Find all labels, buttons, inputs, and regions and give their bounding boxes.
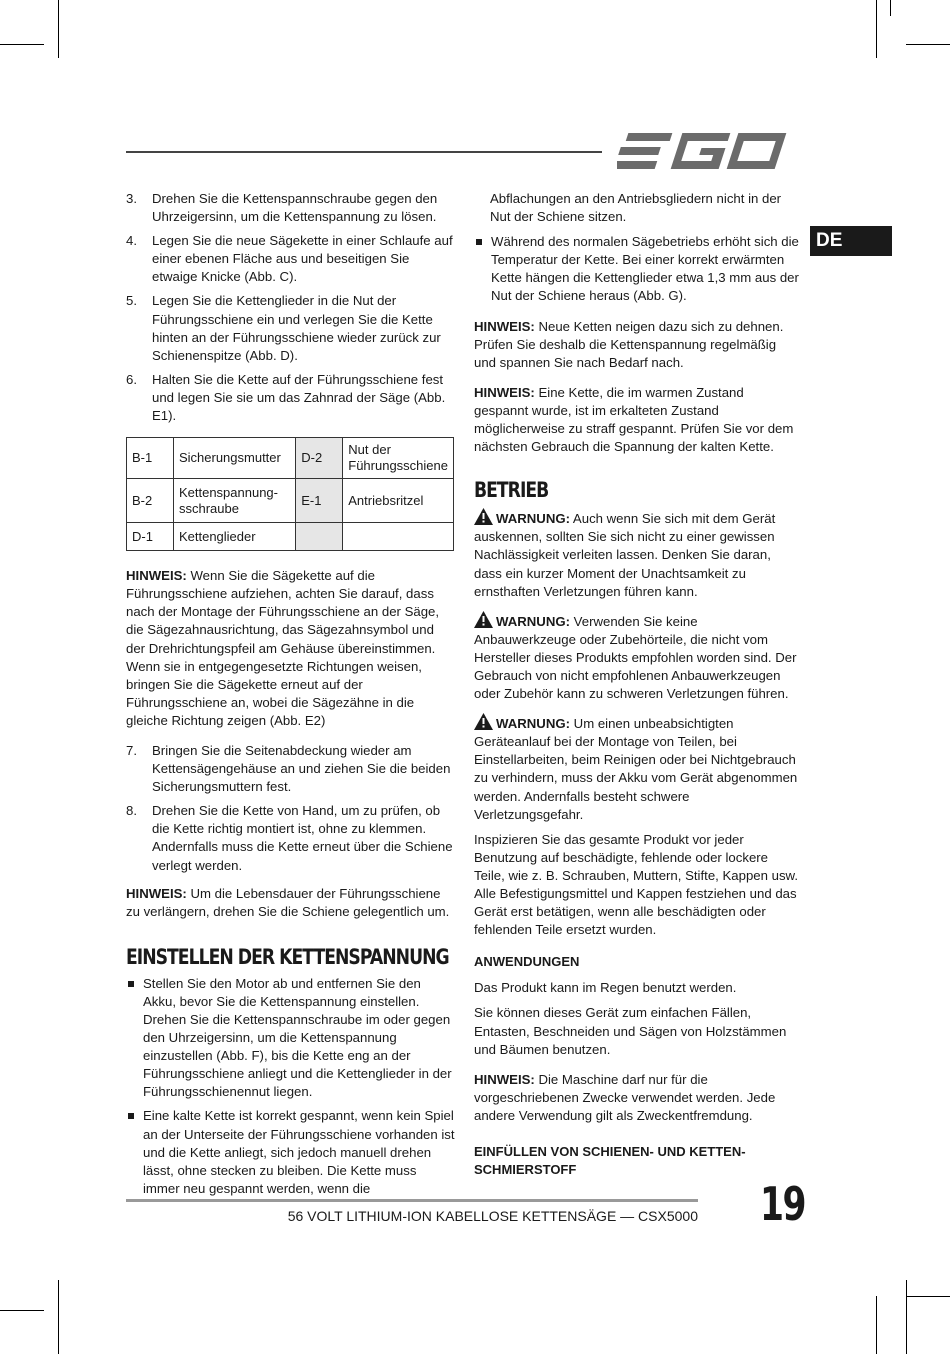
- subsection-title: EINFÜLLEN VON SCHIENEN- UND KETTEN-SCHMIERSTOFF: [474, 1144, 746, 1178]
- note-paragraph: HINWEIS: Um die Lebensdauer der Führungsschiene zu verlängern, drehen Sie die Schiene gelegentlich um.: [126, 885, 450, 919]
- crop-mark: [58, 0, 59, 58]
- ego-logo: [617, 131, 799, 171]
- warning-paragraph: WARNUNG: Auch wenn Sie sich mit dem Gerät auskennen, sollten Sie sich nicht zu einer gewissen Nachlässigkeit verleiten lassen. Denken Sie daran, dass ein kurzer Moment der Unachtsamkeit zu ernsthaften Verletzungen führen kann.: [474, 508, 800, 600]
- crop-mark: [58, 1280, 59, 1354]
- note-paragraph: HINWEIS: Wenn Sie die Sägekette auf die Führungsschiene aufziehen, achten Sie darauf, dass nach der Montage der Führungsschiene an der Säge, die Sägezahnausrichtung, das Sägezahnsymbol und der Drehrichtungspfeil am Gehäuse übereinstimmen. Wenn sie in entgegengesetzte Richtungen weisen, bringen Sie die Sägekette erneut auf der Führungsschiene an, wobei die Sägezähne in die gleiche Richtung zeigen (Abb. E2): [126, 568, 440, 728]
- step-item: 7. Bringen Sie die Seitenabdeckung wieder am Kettensägengehäuse an und ziehen Sie die beiden Sicherungsmuttern fest.: [126, 742, 451, 795]
- bullet-square-icon: [476, 239, 482, 245]
- crop-mark: [890, 0, 891, 16]
- bullet-item: Eine kalte Kette ist korrekt gespannt, wenn kein Spiel an der Unterseite der Führungsschiene vorhanden ist und die Kette anliegt, sich jedoch manuell drehen lässt, ohne stecken zu bleiben. Die Kette muss immer neu gespannt werden, wenn die: [126, 1107, 456, 1197]
- step-item: 8. Drehen Sie die Kette von Hand, um zu prüfen, ob die Kette richtig montiert ist, ohne zu klemmen. Andernfalls muss die Kette erneut über die Schiene verlegt werden.: [126, 803, 453, 873]
- bullet-square-icon: [128, 1113, 134, 1119]
- section-title: EINSTELLEN DER KETTENSPANNUNG: [126, 944, 449, 969]
- crop-mark: [876, 0, 877, 58]
- inspect-paragraph: Inspizieren Sie das gesamte Produkt vor jeder Benutzung auf beschädigte, fehlende oder lockere Teile, wie z. B. Schrauben, Muttern, Stifte, Kappen usw. Alle Befestigungsmittel und Kappen festziehen und das Gerät erst betätigen, wenn alle beschädigten oder fehlenden Teile ersetzt wurden.: [474, 831, 798, 938]
- footer-rule: [126, 1199, 698, 1202]
- footer-title: 56 VOLT LITHIUM-ION KABELLOSE KETTENSÄGE — CSX5000: [287, 1208, 698, 1224]
- step-item: 3. Drehen Sie die Kettenspannschraube gegen den Uhrzeigersinn, um die Kettenspannung zu lösen.: [126, 191, 438, 225]
- warning-triangle-icon: [474, 611, 493, 628]
- warning-triangle-icon: [474, 713, 493, 730]
- note-paragraph: HINWEIS: Neue Ketten neigen dazu sich zu dehnen. Prüfen Sie deshalb die Kettenspannung regelmäßig und spannen Sie nach Bedarf nach.: [474, 318, 784, 370]
- crop-mark: [906, 1280, 907, 1354]
- table-row: B-1 Sicherungsmutter D-2 Nut der Führungsschiene: [127, 438, 454, 479]
- page-number: 19: [760, 1177, 806, 1231]
- crop-mark: [0, 1310, 44, 1311]
- right-column: [474, 190, 800, 1187]
- parts-table: [126, 437, 454, 551]
- continued-text: Abflachungen an den Antriebsgliedern nicht in der Nut der Schiene sitzen.: [490, 191, 782, 225]
- bullet-item: Stellen Sie den Motor ab und entfernen Sie den Akku, bevor Sie die Kettenspannung einstellen. Drehen Sie die Kettenspannschraube im oder gegen den Uhrzeigersinn, um die Kettenspannung einzustellen (Abb. F), bis die Kette eng an der Führungsschiene anliegt und die Kettenglieder in der Führungsschienennut liegen.: [126, 975, 456, 1102]
- crop-mark: [906, 1296, 950, 1297]
- crop-mark: [876, 1296, 877, 1354]
- crop-mark: [906, 44, 950, 45]
- header-rule: [126, 151, 602, 153]
- step-item: 4. Legen Sie die neue Sägekette in einer Schlaufe auf einer ebenen Fläche aus und beseitigen Sie etwaige Knicke (Abb. C).: [126, 233, 453, 285]
- step-item: 6. Halten Sie die Kette auf der Führungsschiene fest und legen Sie sie um das Zahnrad der Säge (Abb. E1).: [126, 371, 446, 424]
- left-column: [126, 190, 456, 1204]
- crop-mark: [0, 44, 44, 45]
- warning-paragraph: WARNUNG: Verwenden Sie keine Anbauwerkzeuge oder Zubehörteile, die nicht vom Hersteller dieses Produkts empfohlen worden sind. Der Gebrauch von nicht empfohlenen Anbauwerkzeugen oder Zubehör kann zu schweren Verletzungen führen.: [474, 611, 800, 703]
- table-row: B-2 Kettenspannung-sschraube E-1 Antriebsritzel: [127, 479, 454, 523]
- note-paragraph: HINWEIS: Eine Kette, die im warmen Zustand gespannt wurde, ist im erkalteten Zustand möglicherweise zu straff gespannt. Prüfen Sie vor dem nächsten Gebrauch die Spannung der kalten Kette.: [474, 384, 794, 455]
- body-paragraph: Sie können dieses Gerät zum einfachen Fällen, Entasten, Beschneiden und Sägen von Holzstämmen und Bäumen benutzen.: [474, 1005, 787, 1057]
- warning-triangle-icon: [474, 508, 493, 525]
- bullet-item: Während des normalen Sägebetriebs erhöht sich die Temperatur der Kette. Bei einer korrekt erwärmten Kette hängen die Kettenglieder etwa 1,3 mm aus der Nut der Schiene heraus (Abb. G).: [474, 233, 800, 305]
- step-item: 5. Legen Sie die Kettenglieder in die Nut der Führungsschiene ein und verlegen Sie die Kette hinten an der Führungsschiene wieder zurück zur Schienenspitze (Abb. D).: [126, 293, 441, 363]
- warning-paragraph: WARNUNG: Um einen unbeabsichtigten Geräteanlauf bei der Montage von Teilen, bei Einstellarbeiten, beim Reinigen oder bei Nichtgebrauch zu verhindern, muss der Akku vom Gerät abgenommen werden. Andernfalls besteht schwere Verletzungsgefahr.: [474, 713, 800, 824]
- body-paragraph: Das Produkt kann im Regen benutzt werden.: [474, 980, 737, 996]
- note-paragraph: HINWEIS: Die Maschine darf nur für die vorgeschriebenen Zwecke verwendet werden. Jede andere Verwendung gilt als Zweckentfremdung.: [474, 1071, 776, 1123]
- bullet-square-icon: [128, 981, 134, 987]
- subsection-title: ANWENDUNGEN: [474, 954, 580, 970]
- language-badge: DE: [810, 226, 892, 256]
- section-title: BETRIEB: [474, 478, 549, 503]
- table-row: D-1 Kettenglieder: [127, 523, 454, 551]
